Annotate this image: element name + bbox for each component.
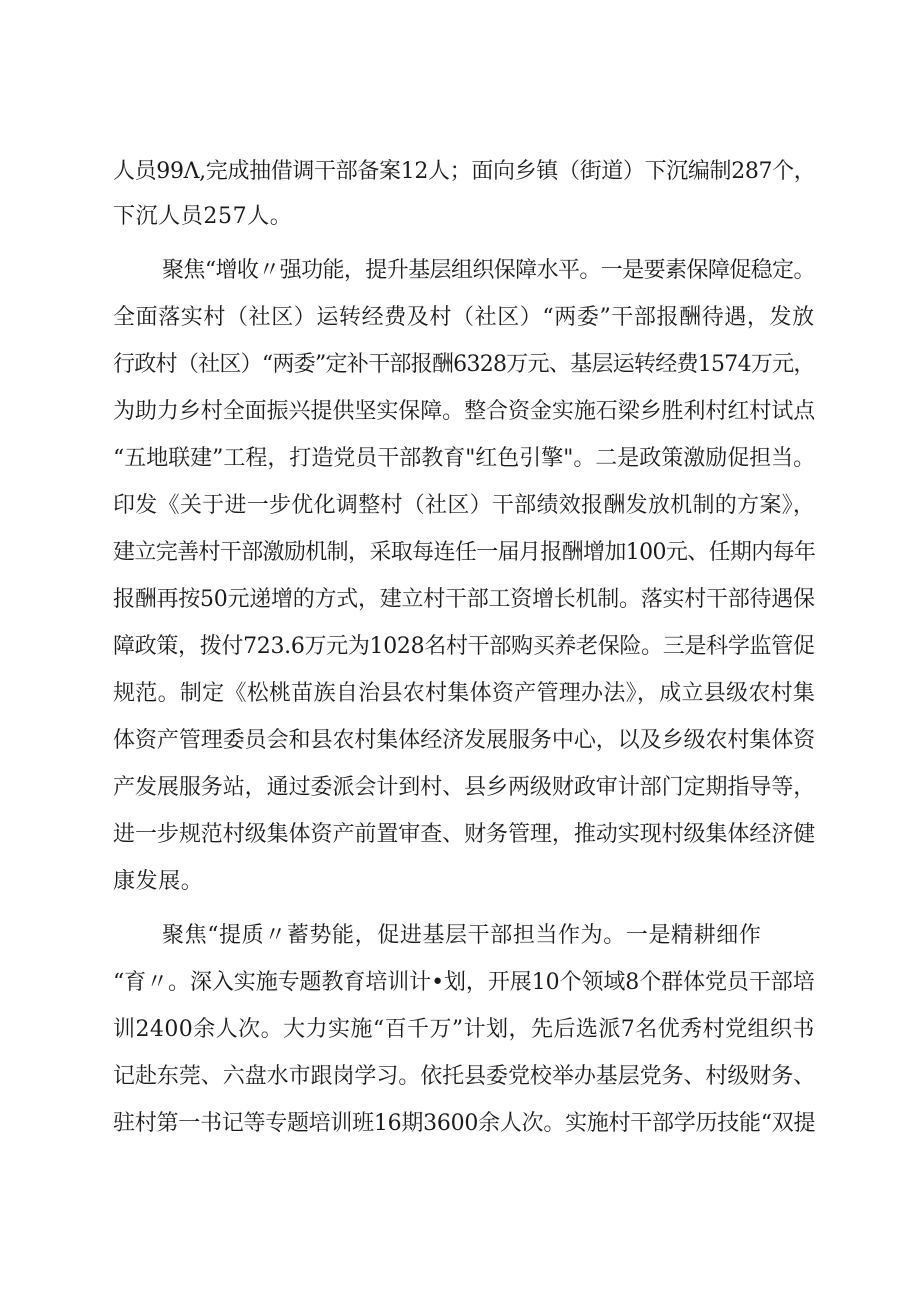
text-line: 人员99Λ,完成抽借调干部备案12人；面向乡镇（街道）下沉编制287个， [113,159,816,184]
text-line: 报酬再按50元递增的方式，建立村干部工资增长机制。落实村干部待遇保 [113,587,815,612]
text-line: 印发《关于进一步优化调整村（社区）干部绩效报酬发放机制的方案》， [113,493,816,518]
paragraph-start-line: 聚焦“提质〃蓄势能，促进基层干部担当作为。一是精耕细作 [162,923,762,948]
text-line: 为助力乡村全面振兴提供坚实保障。整合资金实施石梁乡胜利村红村试点 [113,399,816,424]
text-line: 记赴东莞、六盘水市跟岗学习。依托县委党校举办基层党务、村级财务、 [113,1064,816,1089]
text-line: 下沉人员257人。 [113,204,293,229]
text-line: 全面落实村（社区）运转经费及村（社区）“两委”干部报酬待遇，发放 [113,305,815,330]
text-line: 体资产管理委员会和县农村集体经济发展服务中心，以及乡级农村集体资 [113,728,816,753]
text-line: 障政策，拨付723.6万元为1028名村干部购买养老保险。三是科学监管促 [113,634,815,659]
text-line: 产发展服务站，通过委派会计到村、县乡两级财政审计部门定期指导等， [113,775,816,800]
text-line: 进一步规范村级集体资产前置审查、财务管理，推动实现村级集体经济健 [113,822,816,847]
text-line: 驻村第一书记等专题培训班16期3600余人次。实施村干部学历技能“双提 [113,1111,816,1136]
text-line: 康发展。 [113,869,204,894]
text-line: 训2400余人次。大力实施“百千万”计划，先后选派7名优秀村党组织书 [113,1017,815,1042]
text-line: 建立完善村干部激励机制，采取每连任一届月报酬增加100元、任期内每年 [113,540,816,565]
text-line: 规范。制定《松桃苗族自治县农村集体资产管理办法》，成立县级农村集 [113,681,816,706]
text-line: “育〃。深入实施专题教育培训计•划，开展10个领域8个群体党员干部培 [113,970,815,995]
text-line: 行政村（社区）“两委”定补干部报酬6328万元、基层运转经费1574万元， [113,352,815,377]
paragraph-start-line: 聚焦“增收〃强功能，提升基层组织保障水平。一是要素保障促稳定。 [162,258,815,283]
text-line: “五地联建”工程，打造党员干部教育"红色引擎"。二是政策激励促担当。 [113,446,816,471]
